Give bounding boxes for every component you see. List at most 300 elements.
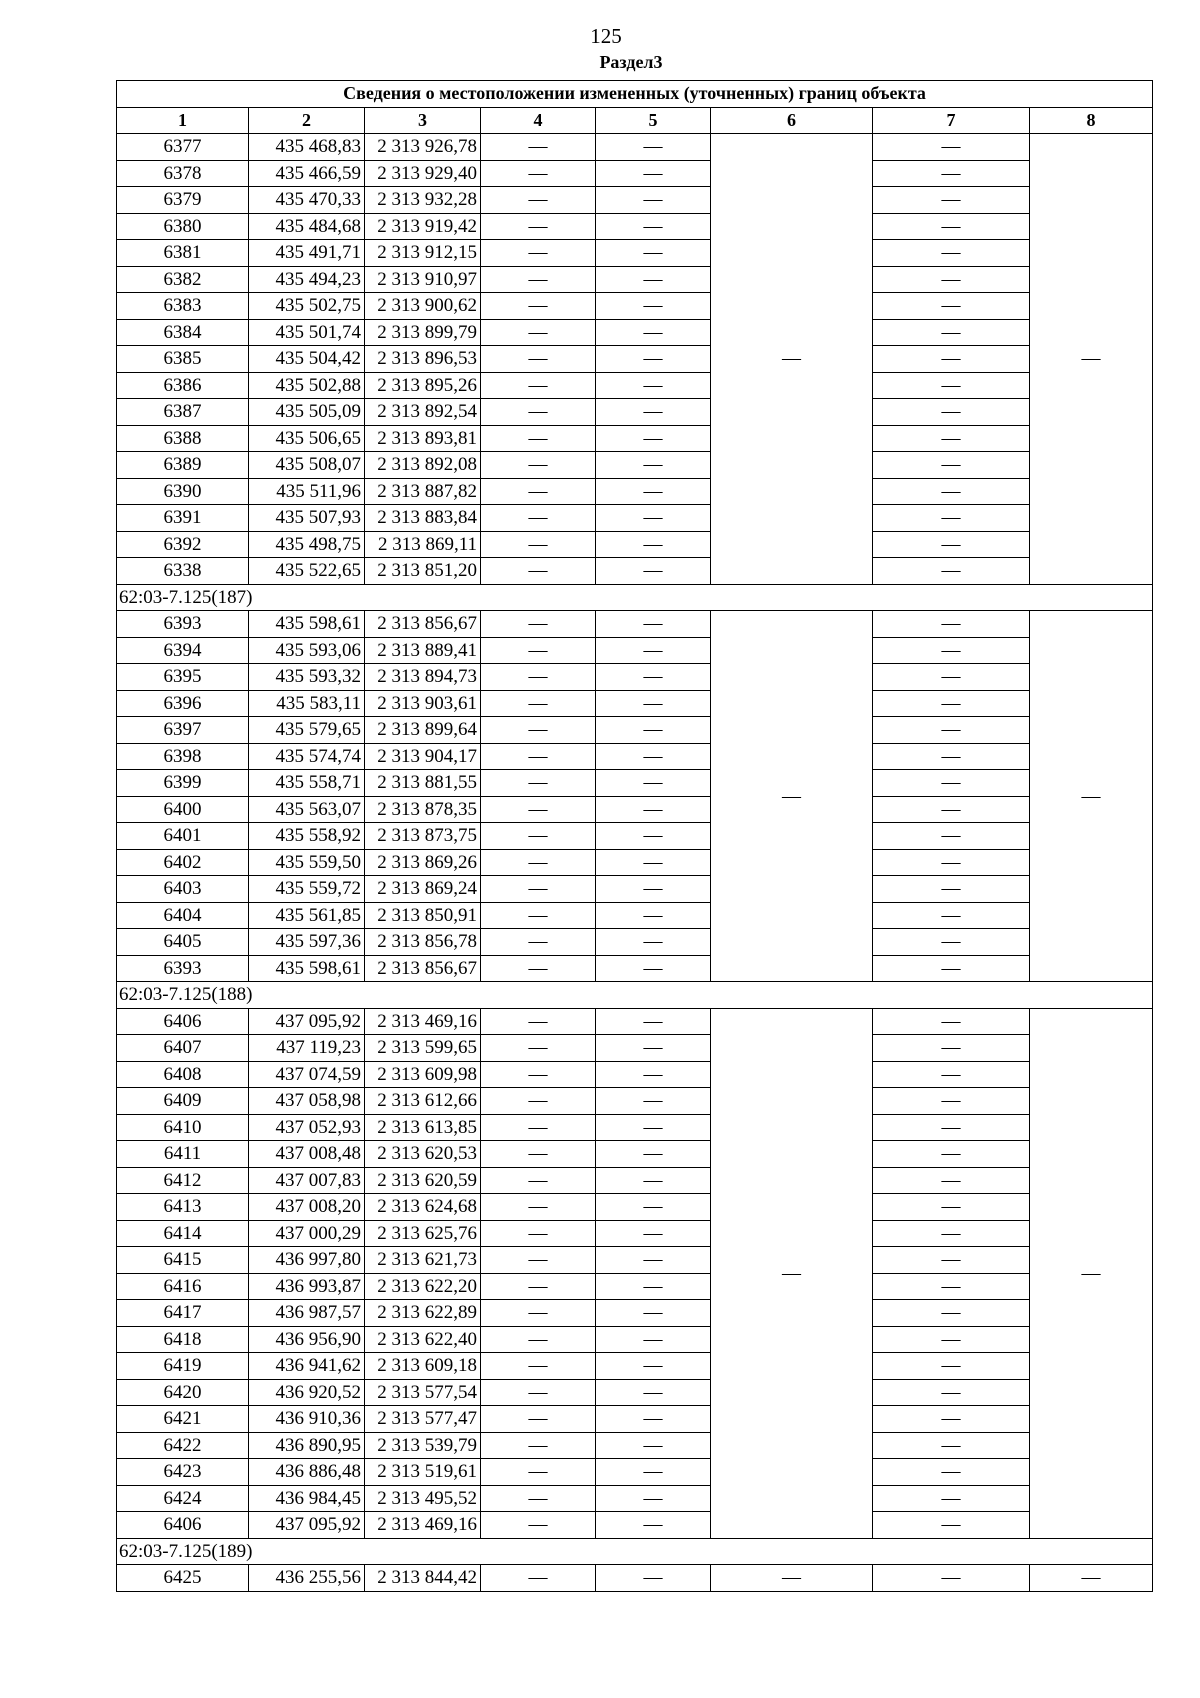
column-7-cell: — xyxy=(873,425,1030,452)
column-7-cell: — xyxy=(873,1061,1030,1088)
y-coordinate-cell: 2 313 869,11 xyxy=(365,531,481,558)
column-4-cell: — xyxy=(481,346,596,373)
parcel-group-label: 62:03-7.125(188) xyxy=(117,982,1153,1009)
point-number-cell: 6381 xyxy=(117,240,249,267)
table-row xyxy=(117,266,1153,293)
column-7-cell: — xyxy=(873,505,1030,532)
column-7-cell: — xyxy=(873,1167,1030,1194)
column-header: 5 xyxy=(596,107,711,134)
point-number-cell: 6404 xyxy=(117,902,249,929)
column-4-cell: — xyxy=(481,1326,596,1353)
column-5-cell: — xyxy=(596,770,711,797)
y-coordinate-cell: 2 313 622,40 xyxy=(365,1326,481,1353)
point-number-cell: 6385 xyxy=(117,346,249,373)
column-7-cell: — xyxy=(873,1379,1030,1406)
column-4-cell: — xyxy=(481,611,596,638)
x-coordinate-cell: 436 910,36 xyxy=(249,1406,365,1433)
y-coordinate-cell: 2 313 856,67 xyxy=(365,955,481,982)
point-number-cell: 6421 xyxy=(117,1406,249,1433)
column-7-cell: — xyxy=(873,849,1030,876)
table-row xyxy=(117,717,1153,744)
column-header: 8 xyxy=(1030,107,1153,134)
x-coordinate-cell: 437 000,29 xyxy=(249,1220,365,1247)
y-coordinate-cell: 2 313 900,62 xyxy=(365,293,481,320)
column-5-cell: — xyxy=(596,266,711,293)
y-coordinate-cell: 2 313 613,85 xyxy=(365,1114,481,1141)
point-number-cell: 6384 xyxy=(117,319,249,346)
column-7-cell: — xyxy=(873,1194,1030,1221)
y-coordinate-cell: 2 313 869,24 xyxy=(365,876,481,903)
x-coordinate-cell: 435 574,74 xyxy=(249,743,365,770)
table-row xyxy=(117,1008,1153,1035)
column-5-cell: — xyxy=(596,1114,711,1141)
point-number-cell: 6405 xyxy=(117,929,249,956)
column-4-cell: — xyxy=(481,240,596,267)
column-4-cell: — xyxy=(481,1379,596,1406)
point-number-cell: 6338 xyxy=(117,558,249,585)
table-row xyxy=(117,637,1153,664)
column-5-cell: — xyxy=(596,929,711,956)
column-5-cell: — xyxy=(596,955,711,982)
column-7-cell: — xyxy=(873,743,1030,770)
point-number-cell: 6425 xyxy=(117,1565,249,1592)
y-coordinate-cell: 2 313 899,79 xyxy=(365,319,481,346)
column-5-cell: — xyxy=(596,849,711,876)
column-header: 1 xyxy=(117,107,249,134)
group-header-row xyxy=(117,584,1153,611)
column-4-cell: — xyxy=(481,372,596,399)
column-8-merged-cell: — xyxy=(1030,134,1153,585)
x-coordinate-cell: 435 559,72 xyxy=(249,876,365,903)
column-4-cell: — xyxy=(481,929,596,956)
point-number-cell: 6395 xyxy=(117,664,249,691)
table-row xyxy=(117,1326,1153,1353)
x-coordinate-cell: 435 563,07 xyxy=(249,796,365,823)
column-5-cell: — xyxy=(596,1565,711,1592)
point-number-cell: 6392 xyxy=(117,531,249,558)
column-4-cell: — xyxy=(481,425,596,452)
point-number-cell: 6423 xyxy=(117,1459,249,1486)
column-5-cell: — xyxy=(596,1273,711,1300)
y-coordinate-cell: 2 313 912,15 xyxy=(365,240,481,267)
x-coordinate-cell: 436 984,45 xyxy=(249,1485,365,1512)
column-4-cell: — xyxy=(481,743,596,770)
x-coordinate-cell: 436 890,95 xyxy=(249,1432,365,1459)
column-5-cell: — xyxy=(596,902,711,929)
x-coordinate-cell: 435 507,93 xyxy=(249,505,365,532)
y-coordinate-cell: 2 313 883,84 xyxy=(365,505,481,532)
column-5-cell: — xyxy=(596,1326,711,1353)
column-4-cell: — xyxy=(481,1300,596,1327)
table-row xyxy=(117,1300,1153,1327)
x-coordinate-cell: 435 508,07 xyxy=(249,452,365,479)
group-header-row xyxy=(117,1538,1153,1565)
column-7-cell: — xyxy=(873,558,1030,585)
column-5-cell: — xyxy=(596,240,711,267)
y-coordinate-cell: 2 313 929,40 xyxy=(365,160,481,187)
point-number-cell: 6406 xyxy=(117,1512,249,1539)
parcel-group-label: 62:03-7.125(189) xyxy=(117,1538,1153,1565)
column-7-cell: — xyxy=(873,293,1030,320)
x-coordinate-cell: 437 095,92 xyxy=(249,1008,365,1035)
table-row xyxy=(117,1459,1153,1486)
point-number-cell: 6396 xyxy=(117,690,249,717)
table-row xyxy=(117,823,1153,850)
column-header: 2 xyxy=(249,107,365,134)
column-5-cell: — xyxy=(596,478,711,505)
column-4-cell: — xyxy=(481,531,596,558)
column-7-cell: — xyxy=(873,1141,1030,1168)
column-7-cell: — xyxy=(873,823,1030,850)
table-row xyxy=(117,743,1153,770)
column-4-cell: — xyxy=(481,1220,596,1247)
column-7-cell: — xyxy=(873,902,1030,929)
point-number-cell: 6411 xyxy=(117,1141,249,1168)
column-5-cell: — xyxy=(596,1247,711,1274)
column-4-cell: — xyxy=(481,1008,596,1035)
point-number-cell: 6409 xyxy=(117,1088,249,1115)
x-coordinate-cell: 435 504,42 xyxy=(249,346,365,373)
column-7-cell: — xyxy=(873,1459,1030,1486)
table-row xyxy=(117,505,1153,532)
x-coordinate-cell: 435 559,50 xyxy=(249,849,365,876)
column-4-cell: — xyxy=(481,770,596,797)
y-coordinate-cell: 2 313 469,16 xyxy=(365,1512,481,1539)
table-row xyxy=(117,319,1153,346)
y-coordinate-cell: 2 313 625,76 xyxy=(365,1220,481,1247)
y-coordinate-cell: 2 313 887,82 xyxy=(365,478,481,505)
y-coordinate-cell: 2 313 919,42 xyxy=(365,213,481,240)
table-row xyxy=(117,213,1153,240)
column-5-cell: — xyxy=(596,293,711,320)
column-4-cell: — xyxy=(481,1061,596,1088)
column-7-cell: — xyxy=(873,531,1030,558)
y-coordinate-cell: 2 313 624,68 xyxy=(365,1194,481,1221)
table-row xyxy=(117,796,1153,823)
column-header-row xyxy=(117,107,1153,134)
y-coordinate-cell: 2 313 620,59 xyxy=(365,1167,481,1194)
table-row xyxy=(117,955,1153,982)
column-5-cell: — xyxy=(596,531,711,558)
x-coordinate-cell: 437 058,98 xyxy=(249,1088,365,1115)
column-4-cell: — xyxy=(481,1273,596,1300)
x-coordinate-cell: 435 511,96 xyxy=(249,478,365,505)
column-7-cell: — xyxy=(873,876,1030,903)
point-number-cell: 6413 xyxy=(117,1194,249,1221)
column-5-cell: — xyxy=(596,558,711,585)
x-coordinate-cell: 436 997,80 xyxy=(249,1247,365,1274)
y-coordinate-cell: 2 313 599,65 xyxy=(365,1035,481,1062)
column-header: 6 xyxy=(711,107,873,134)
x-coordinate-cell: 435 484,68 xyxy=(249,213,365,240)
point-number-cell: 6379 xyxy=(117,187,249,214)
table-row xyxy=(117,1141,1153,1168)
column-4-cell: — xyxy=(481,558,596,585)
table-row xyxy=(117,1565,1153,1592)
column-7-cell: — xyxy=(873,770,1030,797)
y-coordinate-cell: 2 313 620,53 xyxy=(365,1141,481,1168)
parcel-group-label: 62:03-7.125(187) xyxy=(117,584,1153,611)
y-coordinate-cell: 2 313 856,67 xyxy=(365,611,481,638)
column-4-cell: — xyxy=(481,849,596,876)
column-7-cell: — xyxy=(873,611,1030,638)
table-row xyxy=(117,293,1153,320)
column-5-cell: — xyxy=(596,1353,711,1380)
y-coordinate-cell: 2 313 609,18 xyxy=(365,1353,481,1380)
x-coordinate-cell: 437 052,93 xyxy=(249,1114,365,1141)
x-coordinate-cell: 435 593,06 xyxy=(249,637,365,664)
x-coordinate-cell: 435 558,92 xyxy=(249,823,365,850)
column-7-cell: — xyxy=(873,1088,1030,1115)
point-number-cell: 6378 xyxy=(117,160,249,187)
coordinates-table xyxy=(116,80,1153,1592)
column-7-cell: — xyxy=(873,266,1030,293)
point-number-cell: 6389 xyxy=(117,452,249,479)
x-coordinate-cell: 436 956,90 xyxy=(249,1326,365,1353)
x-coordinate-cell: 435 502,88 xyxy=(249,372,365,399)
column-4-cell: — xyxy=(481,1459,596,1486)
y-coordinate-cell: 2 313 609,98 xyxy=(365,1061,481,1088)
column-5-cell: — xyxy=(596,452,711,479)
y-coordinate-cell: 2 313 495,52 xyxy=(365,1485,481,1512)
column-4-cell: — xyxy=(481,452,596,479)
column-6-merged-cell: — xyxy=(711,134,873,585)
y-coordinate-cell: 2 313 896,53 xyxy=(365,346,481,373)
table-row xyxy=(117,452,1153,479)
column-4-cell: — xyxy=(481,1565,596,1592)
point-number-cell: 6397 xyxy=(117,717,249,744)
x-coordinate-cell: 435 561,85 xyxy=(249,902,365,929)
column-4-cell: — xyxy=(481,134,596,161)
column-7-cell: — xyxy=(873,240,1030,267)
column-4-cell: — xyxy=(481,1512,596,1539)
y-coordinate-cell: 2 313 851,20 xyxy=(365,558,481,585)
table-row xyxy=(117,160,1153,187)
y-coordinate-cell: 2 313 893,81 xyxy=(365,425,481,452)
column-7-cell: — xyxy=(873,160,1030,187)
column-6-merged-cell: — xyxy=(711,1565,873,1592)
column-4-cell: — xyxy=(481,1353,596,1380)
x-coordinate-cell: 435 466,59 xyxy=(249,160,365,187)
column-6-merged-cell: — xyxy=(711,611,873,982)
x-coordinate-cell: 436 941,62 xyxy=(249,1353,365,1380)
column-7-cell: — xyxy=(873,1406,1030,1433)
column-7-cell: — xyxy=(873,1512,1030,1539)
column-7-cell: — xyxy=(873,1326,1030,1353)
table-row xyxy=(117,849,1153,876)
x-coordinate-cell: 435 505,09 xyxy=(249,399,365,426)
table-row xyxy=(117,1432,1153,1459)
column-4-cell: — xyxy=(481,293,596,320)
point-number-cell: 6399 xyxy=(117,770,249,797)
table-row xyxy=(117,531,1153,558)
point-number-cell: 6412 xyxy=(117,1167,249,1194)
x-coordinate-cell: 437 008,48 xyxy=(249,1141,365,1168)
x-coordinate-cell: 435 558,71 xyxy=(249,770,365,797)
column-7-cell: — xyxy=(873,664,1030,691)
table-body xyxy=(117,134,1153,1592)
column-4-cell: — xyxy=(481,1432,596,1459)
point-number-cell: 6406 xyxy=(117,1008,249,1035)
section-label: Раздел3 xyxy=(599,52,663,72)
column-4-cell: — xyxy=(481,478,596,505)
x-coordinate-cell: 435 598,61 xyxy=(249,611,365,638)
column-5-cell: — xyxy=(596,1459,711,1486)
column-4-cell: — xyxy=(481,1406,596,1433)
table-row xyxy=(117,425,1153,452)
column-4-cell: — xyxy=(481,187,596,214)
table-row xyxy=(117,346,1153,373)
point-number-cell: 6386 xyxy=(117,372,249,399)
column-4-cell: — xyxy=(481,664,596,691)
table-row xyxy=(117,1220,1153,1247)
column-4-cell: — xyxy=(481,1141,596,1168)
x-coordinate-cell: 435 470,33 xyxy=(249,187,365,214)
column-7-cell: — xyxy=(873,1247,1030,1274)
column-5-cell: — xyxy=(596,796,711,823)
x-coordinate-cell: 435 598,61 xyxy=(249,955,365,982)
y-coordinate-cell: 2 313 926,78 xyxy=(365,134,481,161)
point-number-cell: 6415 xyxy=(117,1247,249,1274)
x-coordinate-cell: 437 008,20 xyxy=(249,1194,365,1221)
column-7-cell: — xyxy=(873,690,1030,717)
column-header: 3 xyxy=(365,107,481,134)
column-5-cell: — xyxy=(596,717,711,744)
column-5-cell: — xyxy=(596,1008,711,1035)
y-coordinate-cell: 2 313 577,54 xyxy=(365,1379,481,1406)
point-number-cell: 6388 xyxy=(117,425,249,452)
table-row xyxy=(117,399,1153,426)
x-coordinate-cell: 435 491,71 xyxy=(249,240,365,267)
column-4-cell: — xyxy=(481,902,596,929)
table-row xyxy=(117,1167,1153,1194)
table-row xyxy=(117,1273,1153,1300)
point-number-cell: 6393 xyxy=(117,611,249,638)
x-coordinate-cell: 437 095,92 xyxy=(249,1512,365,1539)
x-coordinate-cell: 436 255,56 xyxy=(249,1565,365,1592)
column-4-cell: — xyxy=(481,637,596,664)
column-5-cell: — xyxy=(596,399,711,426)
column-4-cell: — xyxy=(481,213,596,240)
column-4-cell: — xyxy=(481,823,596,850)
point-number-cell: 6391 xyxy=(117,505,249,532)
y-coordinate-cell: 2 313 878,35 xyxy=(365,796,481,823)
column-6-merged-cell: — xyxy=(711,1008,873,1538)
column-8-merged-cell: — xyxy=(1030,1565,1153,1592)
column-5-cell: — xyxy=(596,1406,711,1433)
column-5-cell: — xyxy=(596,1300,711,1327)
x-coordinate-cell: 435 579,65 xyxy=(249,717,365,744)
column-5-cell: — xyxy=(596,213,711,240)
table-row xyxy=(117,1485,1153,1512)
column-4-cell: — xyxy=(481,690,596,717)
table-row xyxy=(117,187,1153,214)
column-7-cell: — xyxy=(873,1273,1030,1300)
table-row xyxy=(117,1353,1153,1380)
group-header-row xyxy=(117,982,1153,1009)
table-row xyxy=(117,240,1153,267)
column-7-cell: — xyxy=(873,187,1030,214)
y-coordinate-cell: 2 313 899,64 xyxy=(365,717,481,744)
y-coordinate-cell: 2 313 519,61 xyxy=(365,1459,481,1486)
point-number-cell: 6383 xyxy=(117,293,249,320)
column-4-cell: — xyxy=(481,505,596,532)
column-7-cell: — xyxy=(873,1220,1030,1247)
x-coordinate-cell: 435 522,65 xyxy=(249,558,365,585)
column-4-cell: — xyxy=(481,876,596,903)
y-coordinate-cell: 2 313 869,26 xyxy=(365,849,481,876)
table-row xyxy=(117,134,1153,161)
x-coordinate-cell: 436 987,57 xyxy=(249,1300,365,1327)
point-number-cell: 6387 xyxy=(117,399,249,426)
point-number-cell: 6400 xyxy=(117,796,249,823)
point-number-cell: 6422 xyxy=(117,1432,249,1459)
point-number-cell: 6382 xyxy=(117,266,249,293)
column-4-cell: — xyxy=(481,1114,596,1141)
table-row xyxy=(117,1512,1153,1539)
column-7-cell: — xyxy=(873,319,1030,346)
column-7-cell: — xyxy=(873,1300,1030,1327)
column-4-cell: — xyxy=(481,160,596,187)
y-coordinate-cell: 2 313 892,08 xyxy=(365,452,481,479)
column-7-cell: — xyxy=(873,1432,1030,1459)
column-4-cell: — xyxy=(481,1035,596,1062)
y-coordinate-cell: 2 313 892,54 xyxy=(365,399,481,426)
column-5-cell: — xyxy=(596,611,711,638)
column-7-cell: — xyxy=(873,1485,1030,1512)
column-7-cell: — xyxy=(873,929,1030,956)
x-coordinate-cell: 435 597,36 xyxy=(249,929,365,956)
column-7-cell: — xyxy=(873,1035,1030,1062)
column-7-cell: — xyxy=(873,955,1030,982)
column-7-cell: — xyxy=(873,637,1030,664)
table-row xyxy=(117,478,1153,505)
table-row xyxy=(117,1379,1153,1406)
column-4-cell: — xyxy=(481,1088,596,1115)
column-4-cell: — xyxy=(481,1247,596,1274)
column-8-merged-cell: — xyxy=(1030,611,1153,982)
column-5-cell: — xyxy=(596,1141,711,1168)
x-coordinate-cell: 435 494,23 xyxy=(249,266,365,293)
column-4-cell: — xyxy=(481,319,596,346)
table-row xyxy=(117,558,1153,585)
table-row xyxy=(117,902,1153,929)
column-5-cell: — xyxy=(596,319,711,346)
column-7-cell: — xyxy=(873,796,1030,823)
x-coordinate-cell: 435 593,32 xyxy=(249,664,365,691)
column-5-cell: — xyxy=(596,1432,711,1459)
point-number-cell: 6417 xyxy=(117,1300,249,1327)
column-7-cell: — xyxy=(873,1353,1030,1380)
column-4-cell: — xyxy=(481,1485,596,1512)
column-4-cell: — xyxy=(481,1167,596,1194)
x-coordinate-cell: 435 506,65 xyxy=(249,425,365,452)
y-coordinate-cell: 2 313 904,17 xyxy=(365,743,481,770)
table-row xyxy=(117,1035,1153,1062)
point-number-cell: 6407 xyxy=(117,1035,249,1062)
point-number-cell: 6419 xyxy=(117,1353,249,1380)
x-coordinate-cell: 436 886,48 xyxy=(249,1459,365,1486)
column-5-cell: — xyxy=(596,1220,711,1247)
table-row xyxy=(117,1088,1153,1115)
column-7-cell: — xyxy=(873,1114,1030,1141)
y-coordinate-cell: 2 313 577,47 xyxy=(365,1406,481,1433)
y-coordinate-cell: 2 313 856,78 xyxy=(365,929,481,956)
column-7-cell: — xyxy=(873,1565,1030,1592)
column-7-cell: — xyxy=(873,399,1030,426)
y-coordinate-cell: 2 313 895,26 xyxy=(365,372,481,399)
point-number-cell: 6401 xyxy=(117,823,249,850)
